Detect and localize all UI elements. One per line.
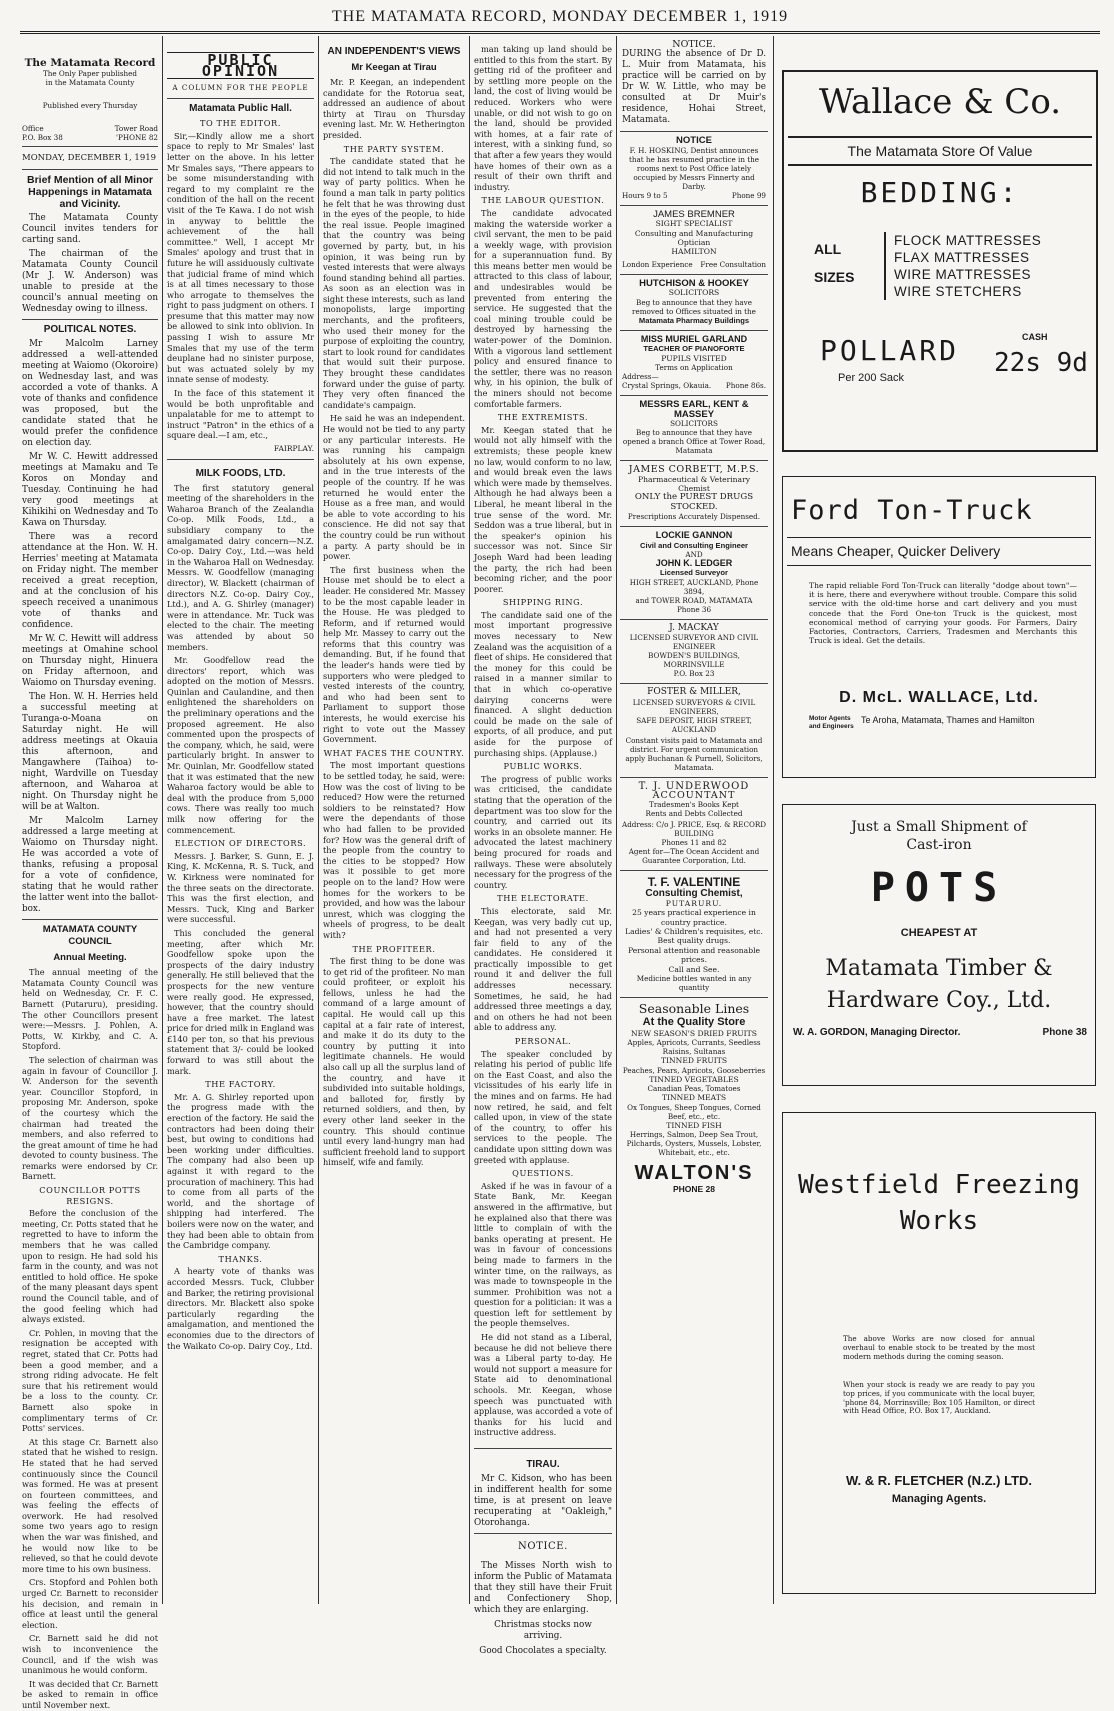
ad-town: PUTARURU. bbox=[665, 898, 723, 908]
independent-subhead: THE LABOUR QUESTION. bbox=[481, 195, 605, 206]
ad-title: Consulting Chemist, bbox=[645, 888, 743, 900]
office-phone: 'PHONE 82 bbox=[116, 132, 158, 142]
ad-items: Ox Tongues, Sheep Tongues, Corned Beef, etc., etc. bbox=[627, 1102, 761, 1121]
ad-name: JOHN K. LEDGER bbox=[655, 557, 733, 568]
masthead-rule-2 bbox=[20, 33, 1100, 34]
milk-paragraph: The first statutory general meeting of the shareholders in the Waharoa Branch of the Zealandia Co-op. Milk Foods, Ltd., a subsidiary company to the amalgamated dairy concern—N.Z. Co-op. Dairy Coy., Ltd.—was held in the Waharoa Hall on Wednesday. Messrs. W. Goodfellow (managing director), W. Blackett (chairman of directors N.Z. Co-op. Dairy Coy., Ltd.), and A. G. Shirley (manager) were in attendance. Mr. Tuck was elected to the chair. The meeting was attended by about 50 members. bbox=[167, 482, 314, 652]
ford-text: The rapid reliable Ford Ton-Truck can literally "dodge about town"—it is here, there and everywhere without trouble. Compare this solid service with the old-time horse and cart delivery and you must concede that the Ford One-ton Truck is the quickest, most economical method of carrying your goods. For Farmers, Dairy Factories, Contractors, Carriers, Tradesmen and Merchants this Truck is ideal. Get the details. bbox=[809, 581, 1077, 646]
cheapest-at: CHEAPEST AT bbox=[900, 927, 978, 939]
dmw-left-line: Motor Agents bbox=[809, 715, 851, 722]
sizes-label: SIZES bbox=[814, 269, 855, 285]
ad-items: Apples, Apricots, Currants, Seedless Raisins, Sultanas bbox=[627, 1038, 761, 1057]
gannon-ledger-ad bbox=[620, 527, 768, 620]
notice-text: F. H. HOSKING, Dentist announces that he has resumed practice in the rooms next to Post Office lately occupied by Messrs Finnerty and Darby. bbox=[628, 145, 760, 191]
council-paragraph: It was decided that Cr. Barnett be asked to remain in office until November next. bbox=[22, 1678, 158, 1710]
independent-paragraph: man taking up land should be entitled to this from the start. By getting rid of the profiteer and by settling more people on the land, the cost of living would be reduced. Workers who were unable, or did not wish to go on the land, should be provided with homes, at a fair rate of interest, with a sinking fund, so that after a few years they would have homes of their own as a result of their own thrift and industry. bbox=[474, 44, 612, 192]
ad-address: SAFE DEPOSIT, HIGH STREET, AUCKLAND bbox=[636, 715, 752, 734]
milk-subhead: THANKS. bbox=[218, 1253, 263, 1264]
bedding-item: FLAX MATTRESSES bbox=[894, 250, 1030, 265]
independent-subhead: THE EXTREMISTS. bbox=[497, 412, 589, 423]
wallace-tagline: The Matamata Store Of Value bbox=[847, 143, 1033, 159]
ford-title: Ford Ton-Truck bbox=[791, 495, 1033, 526]
westfield-text: When your stock is ready we are ready to pay you top prices, if you communicate with the local buyer, 'phone 84, Morrinsville; Box 105 Hamilton, or direct with Head Office, P.O. Box 17, Auckland. bbox=[843, 1380, 1035, 1416]
column-local-news bbox=[22, 36, 158, 1710]
bedding-list bbox=[894, 232, 1041, 300]
ad-name: J. MACKAY bbox=[669, 622, 719, 633]
independent-subhead: PUBLIC WORKS. bbox=[503, 761, 583, 772]
per-sack: Per 200 Sack bbox=[838, 372, 905, 384]
fletcher-sub: Managing Agents. bbox=[891, 1493, 987, 1505]
brief-paragraph: The Matamata County Council invites tenders for carting sand. bbox=[22, 213, 158, 246]
notice-text: DURING the absence of Dr D. L. Muir from Matamata, his practice will be carried on by Dr W. W. Little, who may be consulted at Dr Muir's residence, Hohai Street, Matamata. bbox=[622, 49, 766, 126]
brief-heading: Brief Mention of all Minor Happenings in Matamata and Vicinity. bbox=[27, 174, 153, 211]
independent-paragraph: He said he was an independent. He would not be tied to any party or any particular interests. He was running his campaign absolutely at his own expense, and in the true interests of the people of the country. If he was returned he would enter the House as a free man, and would be able to vote according to his conscience. He did not say that the country could be run without a party. A party should be in power. bbox=[323, 413, 465, 562]
political-paragraph: Mr Malcolm Larney addressed a large meeting at Waiomo on Thursday night. He was accorded a vote of thanks, refusing a proposal for a vote of confidence, stating that he would rather the latter went into the ballot-box. bbox=[22, 816, 158, 915]
ad-title: Civil and Consulting Engineer bbox=[639, 540, 748, 550]
ad-section: TINNED FISH bbox=[666, 1120, 722, 1130]
ad-title: LICENSED SURVEYOR AND CIVIL ENGINEER bbox=[629, 633, 759, 652]
notice-heading: NOTICE bbox=[676, 135, 712, 147]
bedding-heading: BEDDING: bbox=[860, 176, 1020, 209]
ad-title: Pharmaceutical & Veterinary Chemist bbox=[637, 474, 751, 493]
council-paragraph: Cr. Barnett said he did not wish to inconvenience the Council, and if the wish was unanimous he would conform. bbox=[22, 1633, 158, 1676]
column-rule bbox=[469, 36, 470, 1604]
ad-footer: Medicine bottles wanted in any quantity bbox=[636, 974, 752, 993]
independent-paragraph: The candidate stated that he did not intend to talk much in the way of party politics. When he found a man talk in party politics he felt that he was throwing dust in the eyes of the people, to hide the real issue. People imagined that the country was being governed by party, but, in his opinion, it was being run by vested interests that were always found standing behind all parties. As soon as an election was in sight these interests, such as land monopolists, large importing merchants, and the profiteers, who used their money for the purpose of exploiting the country, start to look round for candidates that would suit their purpose. They brought these candidates forward under the guise of party. They very often financed the candidate's campaign. bbox=[323, 156, 465, 410]
paper-name: The Matamata Record bbox=[24, 57, 156, 69]
ad-footer: Prescriptions Accurately Dispensed. bbox=[627, 512, 761, 522]
ad-text: Agent for—The Ocean Accident and Guarantee Corporation, Ltd. bbox=[628, 847, 760, 866]
ad-section: TINNED VEGETABLES bbox=[649, 1074, 739, 1084]
column-rule bbox=[616, 36, 617, 1604]
earl-kent-massey-ad bbox=[620, 396, 768, 461]
ad-title: SOLICITORS bbox=[668, 288, 720, 298]
westfield-freezing-ad bbox=[782, 1112, 1096, 1594]
timber-name: Hardware Coy., Ltd. bbox=[826, 988, 1052, 1013]
ad-name: MESSRS EARL, KENT & MASSEY bbox=[639, 399, 749, 420]
cash-label: CASH bbox=[1022, 332, 1048, 342]
independent-subhead: WHAT FACES THE COUNTRY. bbox=[323, 747, 465, 758]
ad-footer bbox=[622, 260, 766, 269]
ford-rule bbox=[787, 537, 1091, 538]
ad-text: Constant visits paid to Matamata and district. For urgent communication apply Buchanan & Purnell, Solicitors, Matamata. bbox=[625, 735, 763, 772]
ad-section: NEW SEASON'S DRIED FRUITS bbox=[631, 1029, 757, 1039]
ad-name: JAMES CORBETT, M.P.S. bbox=[628, 464, 760, 476]
council-subhead: COUNCILLOR POTTS RESIGNS. bbox=[39, 1185, 141, 1206]
political-notes-heading: POLITICAL NOTES. bbox=[43, 324, 137, 336]
political-paragraph: Mr Malcolm Larney addressed a well-attended meeting at Waiomo (Okoroire) on Wednesday last, and was accorded a vote of thanks. A vote of thanks and confidence was proposed, but the candidate stated that he would prefer the confidence on election day. bbox=[22, 339, 158, 449]
ad-line: Call and See. bbox=[668, 964, 720, 974]
walton-ad bbox=[620, 998, 768, 1199]
ad-text: Terms on Application bbox=[655, 363, 733, 373]
milk-paragraph: Mr. Goodfellow read the directors' report, which was adopted on the motion of Messrs. Quinlan and Caulandine, and then enlightened the shareholders on the preliminary operations and the proposed agreement. He also commented upon the prospects of the company, which, he said, were particularly bright. In answer to Mr. Quinlan, Mr. Goodfellow stated that it was estimated that the new Waharoa factory would be able to deal with the produce from 5,000 cows. There was really too much milk now offering for the commencement. bbox=[167, 655, 314, 835]
published-line: Published every Thursday bbox=[42, 100, 138, 110]
all-sizes-label bbox=[814, 240, 854, 286]
independent-paragraph: Mr. Keegan stated that he would not ally himself with the extremists; these people knew no law, would conform to no law, and would break even the laws which were made by themselves. Although he had always been a Liberal, he meant liberal in the true sense of the word. Mr. Seddon was a true liberal, but in the speaker's opinion his successor was not. Since Sir Joseph Ward had been leading the party, the rich had been becoming richer, and the poor poorer. bbox=[474, 424, 612, 594]
office-line bbox=[22, 124, 158, 133]
ad-name: FOSTER & MILLER, bbox=[647, 687, 741, 698]
timber-phone: Phone 38 bbox=[1042, 1027, 1087, 1038]
bedding-item: FLOCK MATTRESSES bbox=[894, 233, 1042, 248]
walton-name: WALTON'S bbox=[634, 1162, 754, 1185]
ad-title: SOLICITORS bbox=[670, 419, 718, 429]
independent-paragraph: The candidate said one of the most important progressive moves necessary to New Zealand was the acquisition of a fleet of ships. He considered that the money for this could be raised in a manner similar to that in which co-operative dairying concerns were financed. A slight deduction could be made on the sale of exports, of all produce, and put aside for the purpose of purchasing ships. (Applause.) bbox=[474, 609, 612, 758]
po-line bbox=[22, 133, 158, 142]
walton-phone: PHONE 28 bbox=[672, 1184, 716, 1195]
ad-text-bold: Matamata Pharmacy Buildings bbox=[638, 315, 750, 325]
ad-text: Beg to announce that they have opened a branch Office at Tower Road, Matamata bbox=[622, 428, 766, 456]
ad-items: Canadian Peas, Tomatoes bbox=[647, 1084, 741, 1094]
ford-tagline: Means Cheaper, Quicker Delivery bbox=[791, 543, 1001, 559]
ad-name: MISS MURIEL GARLAND bbox=[640, 334, 748, 345]
ad-title: SIGHT SPECIALIST bbox=[655, 219, 733, 229]
independent-paragraph: He did not stand as a Liberal, because he did not believe there was a Liberal party to-day. He would not support a measure for State aid to denominational schools. Mr. Keegan, whose speech was punctuated with applause, was accorded a vote of thanks for his lucid and instructive address. bbox=[474, 1332, 612, 1438]
council-paragraph: Cr. Pohlen, in moving that the resignation be accepted with regret, stated that Cr. Potts had been a good member, and a strong riding advocate. He felt sure that his retirement would be a loss to the county. Cr. Barnett also spoke in complimentary terms of Cr. Potts' services. bbox=[22, 1327, 158, 1434]
mackay-ad bbox=[620, 620, 768, 684]
ad-address: Crystal Springs, Okauia. bbox=[622, 381, 712, 391]
ad-line: Ladies' & Children's requisites, etc. bbox=[625, 927, 763, 936]
dateline: MONDAY, DECEMBER 1, 1919 bbox=[22, 152, 157, 163]
westfield-title: Westfield Freezing bbox=[798, 1170, 1080, 1200]
ad-phone: Phones 11 and 82 bbox=[661, 838, 727, 848]
wallace-rule bbox=[788, 164, 1092, 166]
ad-line: Personal attention and reasonable prices. bbox=[627, 945, 760, 965]
masthead-rule bbox=[20, 31, 1100, 32]
political-paragraph: The Hon. W. H. Herries held a successful meeting at Turanga-o-Moana on Saturday night. He will address meetings at Okauia this afternoon, and Mangawhere (Taihoa) to-night, Wardville on Tuesday afternoon, and Waharoa at night. On Thursday night he will be at Walton. bbox=[22, 692, 158, 813]
letter-signoff: FAIRPLAY. bbox=[273, 444, 314, 453]
ad-and: AND bbox=[685, 549, 703, 559]
independent-paragraph: The most important questions to be settled today, he said, were: How was the cost of living to be reduced? How were the returned soldiers to be reinstated? How were the dependants of those who had fallen to be provided for? How was the general drift of the people from the country to the cities to be stopped? How was it possible to get more people on to the land? How were homes for the workers to be provided, and how was the labour unrest, which was clogging the wheels of progress, to be dealt with? bbox=[323, 760, 465, 940]
paper-tagline: The Only Paper published bbox=[42, 68, 138, 78]
independent-paragraph: The progress of public works was criticised, the candidate stating that the operation of the department was too slow for the country, and carried out its works in an obsolete manner. He advocated the latest machinery being procured for roads and railways. These were absolutely necessary for the progress of the country. bbox=[474, 773, 612, 890]
notice-heading: NOTICE. bbox=[672, 39, 716, 50]
bedding-item: WIRE STETCHERS bbox=[894, 284, 1022, 299]
ad-title: Licensed Surveyor bbox=[660, 568, 728, 578]
ad-address: and TOWER ROAD, MATAMATA bbox=[635, 595, 753, 605]
ad-name: T. J. UNDERWOOD bbox=[638, 780, 750, 792]
independent-heading: AN INDEPENDENT'S VIEWS bbox=[327, 46, 461, 57]
ad-section: TINNED FRUITS bbox=[660, 1056, 728, 1066]
ad-name: HUTCHISON & HOOKEY bbox=[639, 277, 749, 289]
foster-miller-ad bbox=[620, 684, 768, 777]
fletcher-name: W. & R. FLETCHER (N.Z.) LTD. bbox=[845, 1473, 1033, 1488]
ad-name: T. F. VALENTINE bbox=[647, 875, 741, 890]
ad-title: LICENSED SURVEYORS & CIVIL ENGINEERS, bbox=[632, 697, 756, 716]
dmw-left-line: and Engineers bbox=[809, 722, 854, 730]
pollard-price: 22s 9d bbox=[994, 348, 1088, 378]
ad-title: ACCOUNTANT bbox=[652, 789, 736, 801]
valentine-ad bbox=[620, 871, 768, 998]
ad-text: Tradesmen's Books Kept bbox=[649, 800, 739, 810]
ford-rule bbox=[787, 565, 1091, 566]
ad-phone: Phone 86s. bbox=[725, 381, 766, 391]
council-subheading: Annual Meeting. bbox=[53, 952, 127, 964]
milk-paragraph: Mr. A. G. Shirley reported upon the progress made with the erection of the factory. He said the contractors had been doing their best, but owing to conditions had been working under difficulties. The company had also been up against it with regard to the procuration of machinery. This had to come from all parts of the world, and the shortage of shipping had interfered. The boilers were now on the water, and they had been able to obtain from the Cambridge company. bbox=[167, 1091, 314, 1251]
independent-subhead: THE PROFITEER. bbox=[352, 943, 436, 954]
ad-address: Address: C/o J. PRICE, Esq. & RECORD BUILDING bbox=[622, 820, 767, 839]
ad-text: HAMILTON bbox=[671, 247, 717, 257]
po-box: P.O. Box 38 bbox=[22, 132, 63, 142]
independent-paragraph: The candidate advocated making the waterside worker a civil servant, the men to be paid a weekly wage, with provision for a superannuation fund. By this means better men would be attracted to this class of labour, and undesirables would be prevented from entering the service. He suggested that the coal mining trouble could be destroyed by harnessing the water-power of the Dominion. With a vigorous land settlement policy and ensured finance to the settler, there was no reason why, in his opinion, the bulk of the miners should not become comfortable farmers. bbox=[474, 207, 612, 409]
ad-text: Consulting and Manufacturing Optician bbox=[634, 228, 754, 248]
ad-address-line bbox=[622, 381, 766, 390]
bedding-divider bbox=[884, 232, 886, 300]
column-rule bbox=[162, 36, 163, 1604]
milk-subhead: ELECTION OF DIRECTORS. bbox=[174, 838, 307, 849]
garland-ad bbox=[620, 331, 768, 396]
tirau-heading: TIRAU. bbox=[526, 1459, 560, 1470]
political-paragraph: Mr W. C. Hewitt addressed meetings at Mamaku and Te Koros on Monday and Tuesday. Continuing he had very good meetings at Kihikihi on Wednesday and To Kawa on Thursday. bbox=[22, 452, 158, 529]
independent-subhead: THE ELECTORATE. bbox=[497, 893, 589, 904]
milk-paragraph: Messrs. J. Barker, S. Gunn, E. J. King, K. McKenna, R. S. Tuck, and W. Kirkness were nominated for the three seats on the directorate. This was the first election, and Messrs. Tuck, King and Barker were successful. bbox=[167, 850, 314, 925]
ad-text: Rents and Debts Collected bbox=[645, 809, 743, 819]
ad-address: BOWDEN'S BUILDINGS, MORRINSVILLE bbox=[648, 651, 740, 670]
milk-paragraph: A hearty vote of thanks was accorded Messrs. Tuck, Clubber and Barker, the retiring provisional directors. Mr. Blackett also spoke particularly regarding the amalgamation, and mentioned the economies due to the directors of the Waikato Co-op. Dairy Coy., Ltd. bbox=[167, 1266, 315, 1351]
dmw-left bbox=[809, 715, 854, 730]
underwood-ad bbox=[620, 778, 768, 872]
milk-foods-heading: MILK FOODS, LTD. bbox=[195, 467, 286, 479]
ad-address: P.O. Box 23 bbox=[673, 669, 715, 679]
dmw-name: D. McL. WALLACE, Ltd. bbox=[839, 689, 1039, 706]
ad-footer-right: Free Consultation bbox=[700, 259, 766, 269]
independent-paragraph: The speaker concluded by relating his period of public life on the East Coast, and also the vicissitudes of his early life in the mines and on farms. He had now retired, he said, and felt called upon, in view of the state of the country, to offer his services to the people. The candidate upon sitting down was greeted with applause. bbox=[474, 1048, 612, 1165]
pots-line: Just a Small Shipment of bbox=[851, 819, 1027, 835]
bedding-item: WIRE MATTRESSES bbox=[894, 267, 1032, 282]
ford-truck-ad bbox=[782, 476, 1096, 778]
independent-paragraph: The first business when the House met should be to elect a leader. He considered Mr. Massey to be the most capable leader in the House. He was pledged to Reform, and if returned would help Mr. Massey to carry out the reforms that this country was demanding. But, if he found that the leader's hands were tied by supporters who were pledged to vested interests of the country, and who had been sent to Parliament to support those interests, he would exercise his right to vote out the Massey Government. bbox=[323, 564, 465, 745]
council-paragraph: Before the conclusion of the meeting, Cr. Potts stated that he regretted to have to inform the members that he was called upon to resign. He had sold his farm in the county, and was not entitled to hold office. He spoke of the many pleasant days spent round the Council table, and of the good feeling which had always existed. bbox=[22, 1208, 158, 1325]
notice-hours-line bbox=[622, 191, 766, 200]
westfield-title: Works bbox=[899, 1206, 979, 1236]
council-paragraph: At this stage Cr. Barnett also stated that he wished to resign. He stated that he had served continuously since the Council was formed. He was at present on fourteen committees, and was feeling the effects of overwork. He had resolved some two years ago to resign when the war was finished, and he would now like to be relieved, so that he could devote more time to his own business. bbox=[22, 1436, 158, 1574]
wallace-rule bbox=[788, 136, 1092, 138]
ad-items: Peaches, Pears, Apricots, Gooseberries bbox=[622, 1065, 766, 1075]
ad-text: Beg to announce that they have removed to Offices situated in the bbox=[632, 297, 756, 316]
timber-hardware-ad bbox=[782, 804, 1096, 1086]
political-paragraph: There was a record attendance at the Hon. W. H. Herries' meeting at Matamata on Friday night. The member received a great reception, and at the conclusion of his speech received a unanimous vote of thanks and confidence. bbox=[22, 532, 158, 631]
independent-subhead: PERSONAL. bbox=[514, 1036, 572, 1047]
ad-name: LOCKIE GANNON bbox=[655, 530, 733, 541]
corbett-ad bbox=[620, 461, 768, 527]
pots-heading: POTS bbox=[870, 865, 1008, 911]
bremner-ad bbox=[620, 206, 768, 275]
hall-paragraph: Sir,—Kindly allow me a short space to reply to Mr Smales' last letter on the above. In his letter Mr Smales says, "There appears to be some misunderstanding with regard to my complaint re the condition of the hall on the recent visit of the Te Kawa. I do not wish in anyway to belittle the achievement of the hall committee." Well, I accept Mr Smales' apology and trust that in future he will assiduously cultivate that judicial frame of mind which is at all times necessary to those who arrogate to themselves the right to pass judgment on others. I presume that this matter may now be allowed to sink into oblivion. In passing I wish to assure Mr Smales that my use of the term deuplane had no sinister purpose, but was actuated solely by my innate sense of modesty. bbox=[167, 130, 314, 385]
ad-footer-left: London Experience bbox=[622, 259, 693, 269]
all-label: ALL bbox=[814, 241, 842, 257]
notice-paragraph: The Misses North wish to inform the Public of Matamata that they still have their Fruit and Confectionery Shop, which they are enlarging. bbox=[474, 1560, 612, 1615]
column-independent-cont bbox=[474, 36, 612, 1656]
independent-paragraph: Mr. P. Keegan, an independent candidate for the Rotorua seat, addressed an audience of about thirty at Tirau on Thursday evening last. Mr. W. Hetherington presided. bbox=[323, 77, 465, 140]
to-editor: TO THE EDITOR. bbox=[199, 118, 282, 129]
westfield-text: The above Works are now closed for annual overhaul to enable stock to be treated by the most modern methods during the coming season. bbox=[843, 1334, 1035, 1361]
paper-tagline: in the Matamata County bbox=[45, 77, 135, 87]
council-heading: MATAMATA COUNTY COUNCIL bbox=[42, 924, 138, 948]
public-opinion-sub: A COLUMN FOR THE PEOPLE bbox=[172, 83, 309, 93]
ad-text: ONLY the PUREST DRUGS STOCKED. bbox=[634, 492, 754, 512]
notice-phone: Phone 99 bbox=[731, 190, 766, 200]
ad-items: Herrings, Salmon, Deep Sea Trout, Pilchards, Oysters, Mussels, Lobster, Whitebait, etc., etc. bbox=[626, 1130, 762, 1158]
pollard-label: POLLARD bbox=[820, 334, 960, 367]
ad-address-label: Address— bbox=[622, 372, 659, 382]
column-independent-views bbox=[323, 36, 465, 1606]
column-rule bbox=[318, 36, 319, 1604]
ad-name: JAMES BREMNER bbox=[653, 208, 735, 220]
milk-paragraph: This concluded the general meeting, after which Mr. Goodfellow spoke upon the prospects of the dairy industry generally. He still believed that the prospects for the new venture were really good. He expressed, however, that the country should have a free market. The latest price for dried milk in England was £140 per ton, so that his previous statement that 3/- could be looked forward to was still about the mark. bbox=[167, 927, 315, 1076]
ad-phone: Phone 36 bbox=[676, 604, 712, 614]
notice-line: Good Chocolates a specialty. bbox=[479, 1645, 607, 1656]
dmw-towns: Te Aroha, Matamata, Thames and Hamilton bbox=[861, 715, 1035, 725]
hall-paragraph: In the face of this statement it would be both unprofitable and unpalatable for me to attempt to instruct "Patron" in the ethics of a square deal.—I am, etc., bbox=[167, 388, 314, 441]
timber-manager: W. A. GORDON, Managing Director. bbox=[793, 1027, 961, 1038]
milk-subhead: THE FACTORY. bbox=[205, 1079, 276, 1090]
independent-subheading: Mr Keegan at Tirau bbox=[351, 62, 437, 73]
independent-subhead: THE PARTY SYSTEM. bbox=[343, 143, 445, 154]
brief-paragraph: The chairman of the Matamata County Council (Mr J. W. Anderson) was unable to preside at the council's annual meeting on Wednesday owing to illness. bbox=[22, 249, 158, 315]
office-address: Tower Road bbox=[114, 123, 158, 133]
notice-hours: Hours 9 to 5 bbox=[622, 190, 668, 200]
pots-line: Cast-iron bbox=[906, 837, 972, 853]
ad-title: TEACHER OF PIANOFORTE bbox=[643, 344, 745, 354]
office-label: Office bbox=[22, 123, 44, 133]
ad-line: Best quality drugs. bbox=[657, 936, 731, 946]
notice-line: Christmas stocks now arriving. bbox=[494, 1619, 592, 1641]
tirau-paragraph: Mr C. Kidson, who has been in indifferent health for some time, is at present on leave recuperating at "Oakleigh," Otorohanga. bbox=[474, 1474, 612, 1528]
column-business-cards bbox=[620, 36, 768, 1606]
council-paragraph: The annual meeting of the Matamata County Council was held on Wednesday, Cr. F. C. Barnett (Putaruru), presiding. The other Councillors present were:—Messrs. J. Pohlen, A. Potts, W. Kirkby, and C. A. Stopford. bbox=[22, 967, 158, 1052]
wallace-ad bbox=[782, 70, 1098, 452]
council-paragraph: Crs. Stopford and Pohlen both urged Cr. Barnett to reconsider his decision, and remain in office at least until the general election. bbox=[22, 1577, 158, 1630]
ad-address: HIGH STREET, AUCKLAND, Phone 3894, bbox=[629, 577, 759, 596]
independent-paragraph: Asked if he was in favour of a State Bank, Mr. Keegan answered in the affirmative, but he explained also that there was little to complain of with the banks operating at present. He was in favour of concessions being made to farmers in the winter time, on the railways, as was made to townspeople in the summer. Prohibition was not a question for a politician: it was a question left for settlement by the people themselves. bbox=[474, 1180, 612, 1329]
timber-name: Matamata Timber & bbox=[825, 956, 1053, 981]
ad-line: 25 years practical experience in country practice. bbox=[632, 908, 756, 927]
hosking-notice-ad bbox=[620, 132, 768, 205]
ad-text: PUPILS VISITED bbox=[661, 353, 727, 363]
independent-paragraph: This electorate, said Mr. Keegan, was very badly cut up, and had not presented a very fair field to any of the candidates. He considered it practically impossible to get round it and deliver the full addresses necessary. Sometimes, he said, he had addressed three meetings a day, and on others he had not been able to address any. bbox=[474, 905, 612, 1033]
independent-paragraph: The first thing to be done was to get rid of the profiteer. No man could profiteer, or exploit his fellows, unless he had the command of a large amount of capital. He would call up this capital at a fair rate of interest, and make it do its duty to the country by putting it into legitimate channels. He would also call up all the surplus land of the country, and have it subdivided into suitable holdings, and balloted for, firstly by returned soldiers, and then, by every other land seeker in the country. This should continue until every land-hungry man had sufficient freehold land to support himself, wife and family. bbox=[323, 956, 465, 1168]
misses-north-notice-heading: NOTICE. bbox=[518, 1541, 568, 1552]
hutchison-hookey-ad bbox=[620, 275, 768, 331]
ad-headline: Seasonable Lines bbox=[638, 1001, 750, 1017]
ad-section: TINNED MEATS bbox=[661, 1093, 727, 1103]
column-rule bbox=[773, 36, 774, 1604]
masthead: THE MATAMATA RECORD, MONDAY DECEMBER 1, 1919 bbox=[331, 8, 789, 25]
wallace-name: Wallace & Co. bbox=[818, 82, 1062, 122]
ad-headline: At the Quality Store bbox=[642, 1016, 746, 1029]
council-paragraph: The selection of chairman was again in favour of Councillor J. W. Anderson for the seventh year. Councillor Stopford, in proposing Mr. Anderson, spoke of the courtesy which the chairman had treated the members, and also referred to the great amount of time he had devoted to county business. The remarks were endorsed by Cr. Barnett. bbox=[22, 1054, 158, 1182]
column-public-opinion bbox=[167, 36, 314, 1606]
public-opinion-title: PUBLIC OPINION bbox=[167, 52, 314, 79]
independent-subhead: QUESTIONS. bbox=[512, 1168, 574, 1179]
independent-subhead: SHIPPING RING. bbox=[502, 597, 584, 608]
political-paragraph: Mr W. C. Hewitt will address meetings at Omahine school on Thursday night, Hinuera on Friday afternoon, and Waiomo on Thursday evening. bbox=[22, 634, 158, 689]
muir-notice-ad bbox=[620, 36, 768, 132]
hall-heading: Matamata Public Hall. bbox=[189, 103, 292, 115]
